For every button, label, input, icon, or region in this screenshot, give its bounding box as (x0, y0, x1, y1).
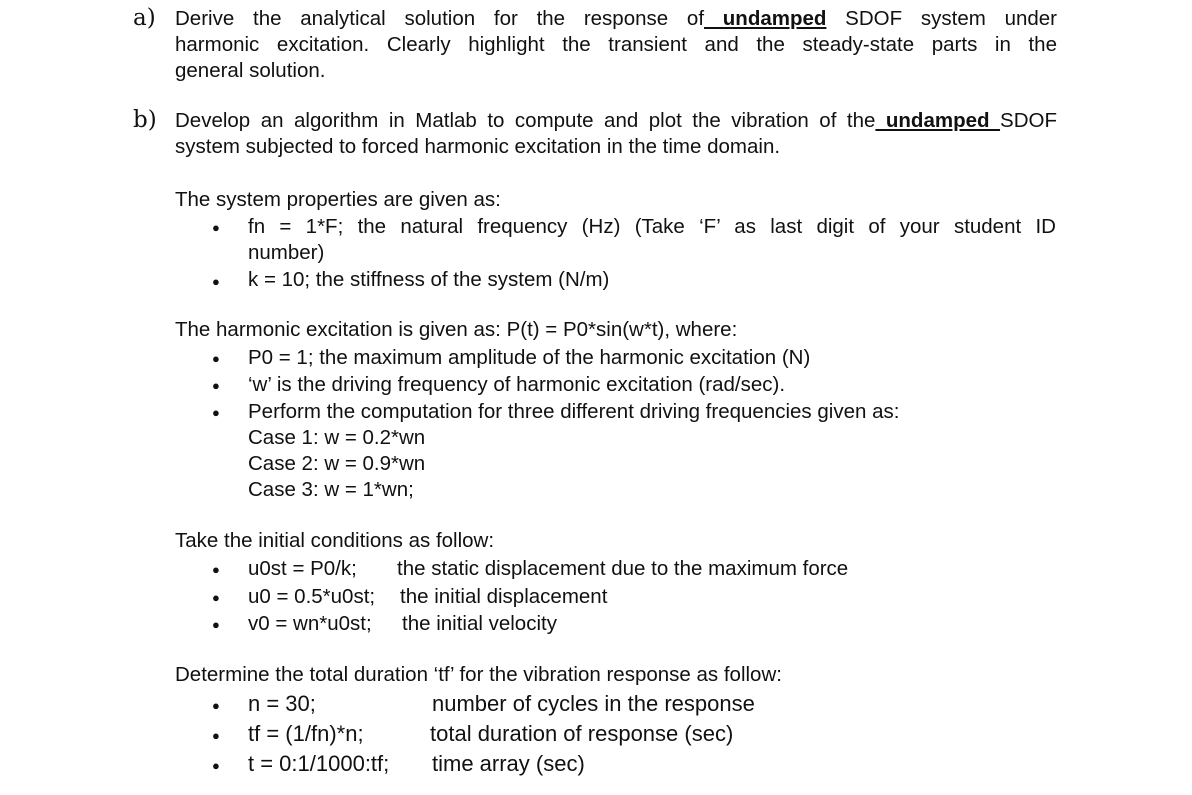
stiffness-line: k = 10; the stiffness of the system (N/m) (248, 268, 610, 291)
natural-frequency-line-1: fn = 1*F; the natural frequency (Hz) (Take ‘F’ as last digit of your student ID (248, 215, 1056, 238)
bullet: ● (212, 758, 220, 773)
duration-heading: Determine the total duration ‘tf’ for the vibration response as follow: (175, 663, 782, 686)
undamped-emphasis: undamped (875, 109, 1001, 132)
u0st-code: u0st = P0/k; (248, 557, 357, 580)
question-a-line-1-post: SDOF system under (826, 7, 1057, 30)
bullet: ● (212, 405, 220, 420)
t-code: t = 0:1/1000:tf; (248, 751, 390, 776)
question-a-text (175, 6, 1057, 84)
question-b-label: b) (133, 107, 157, 133)
excitation-heading: The harmonic excitation is given as: P(t) = P0*sin(w*t), where: (175, 318, 738, 341)
initial-heading: Take the initial conditions as follow: (175, 529, 495, 552)
question-a-line-3: general solution. (175, 59, 326, 82)
bullet: ● (212, 590, 220, 605)
n-code: n = 30; (248, 691, 316, 716)
bullet: ● (212, 351, 220, 366)
case-3: Case 3: w = 1*wn; (248, 478, 414, 501)
bullet: ● (212, 562, 220, 577)
tf-code: tf = (1/fn)*n; (248, 721, 364, 746)
n-description: number of cycles in the response (432, 691, 755, 716)
excitation-amplitude: P0 = 1; the maximum amplitude of the harmonic excitation (N) (248, 346, 811, 369)
question-a-line-1 (175, 6, 1057, 32)
bullet: ● (212, 220, 220, 235)
question-a-line-1-pre: Derive the analytical solution for the response of (175, 7, 705, 30)
u0-code: u0 = 0.5*u0st; (248, 585, 376, 608)
v0-code: v0 = wn*u0st; (248, 612, 372, 635)
question-b-text (175, 108, 1057, 160)
bullet: ● (212, 728, 220, 743)
question-b-line-1-pre: Develop an algorithm in Matlab to compute and plot the vibration of the (175, 109, 876, 132)
tf-description: total duration of response (sec) (430, 721, 734, 746)
t-description: time array (sec) (432, 751, 585, 776)
question-b-line-1-post: SDOF (1000, 109, 1057, 132)
question-b-line-2: system subjected to forced harmonic excitation in the time domain. (175, 135, 781, 158)
bullet: ● (212, 698, 220, 713)
question-a-line-2: harmonic excitation. Clearly highlight the transient and the steady-state parts in the (175, 33, 1057, 56)
bullet: ● (212, 378, 220, 393)
natural-frequency-line-2: number) (248, 241, 325, 264)
u0st-description: the static displacement due to the maximum force (397, 557, 849, 580)
question-a-label: a) (133, 5, 156, 31)
case-1: Case 1: w = 0.2*wn (248, 426, 426, 449)
case-2: Case 2: w = 0.9*wn (248, 452, 426, 475)
driving-frequency-note: ‘w’ is the driving frequency of harmonic excitation (rad/sec). (248, 373, 786, 396)
system-heading: The system properties are given as: (175, 188, 501, 211)
v0-description: the initial velocity (402, 612, 557, 635)
undamped-emphasis: undamped (704, 7, 827, 30)
bullet: ● (212, 617, 220, 632)
computation-note: Perform the computation for three different driving frequencies given as: (248, 400, 900, 423)
question-b-line-1 (175, 108, 1057, 134)
u0-description: the initial displacement (400, 585, 608, 608)
bullet: ● (212, 274, 220, 289)
